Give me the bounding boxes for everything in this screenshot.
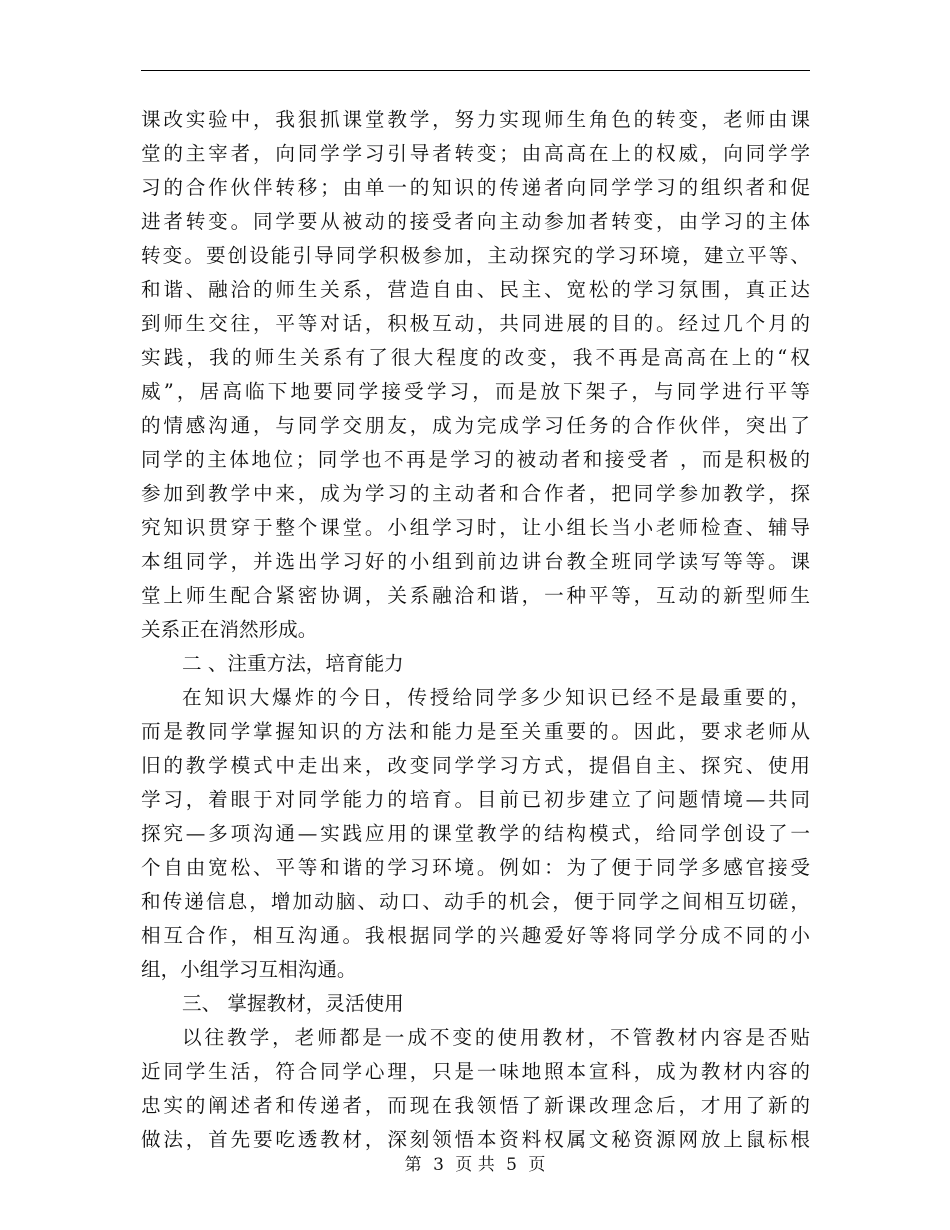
- text-line: 转变。要创设能引导同学积极参加，主动探究的学习环境，建立平等、: [141, 244, 810, 267]
- text-line: 组，小组学习互相沟通。: [141, 958, 357, 981]
- text-line: 忠实的阐述者和传递者，而现在我领悟了新课改理念后，才用了新的: [141, 1094, 810, 1117]
- text-line: 而是教同学掌握知识的方法和能力是至关重要的。因此，要求老师从: [141, 720, 810, 743]
- footer-suffix: 页: [528, 1155, 546, 1175]
- text-line: 个自由宽松、平等和谐的学习环境。例如：为了便于同学多感官接受: [141, 856, 810, 879]
- text-line: 进者转变。同学要从被动的接受者向主动参加者转变，由学习的主体: [141, 210, 810, 233]
- footer-total-pages: 5: [506, 1155, 517, 1175]
- text-line: 旧的教学模式中走出来，改变同学学习方式，提倡自主、探究、使用: [141, 754, 810, 777]
- text-line: 近同学生活，符合同学心理，只是一味地照本宣科，成为教材内容的: [141, 1060, 810, 1083]
- text-line: 学习，着眼于对同学能力的培育。目前已初步建立了问题情境—共同: [141, 788, 810, 811]
- text-line: 课改实验中，我狠抓课堂教学，努力实现师生角色的转变，老师由课: [141, 108, 810, 131]
- text-line: 和谐、融洽的师生关系，营造自由、民主、宽松的学习氛围，真正达: [141, 278, 810, 301]
- footer-prefix: 第: [404, 1155, 422, 1175]
- text-line: 以往教学，老师都是一成不变的使用教材，不管教材内容是否贴: [182, 1026, 810, 1049]
- footer-page-number: 3: [433, 1155, 444, 1175]
- footer-middle: 页 共: [455, 1155, 495, 1175]
- text-line: 习的合作伙伴转移；由单一的知识的传递者向同学学习的组织者和促: [141, 176, 810, 199]
- header-rule: [141, 70, 810, 71]
- text-line: 探究—多项沟通—实践应用的课堂教学的结构模式，给同学创设了一: [141, 822, 810, 845]
- text-line: 同学的主体地位；同学也不再是学习的被动者和接受者 ，而是积极的: [141, 448, 810, 471]
- text-line: 究知识贯穿于整个课堂。小组学习时，让小组长当小老师检查、辅导: [141, 516, 810, 539]
- text-line: 关系正在消然形成。: [141, 618, 318, 641]
- text-line: 相互合作，相互沟通。我根据同学的兴趣爱好等将同学分成不同的小: [141, 924, 810, 947]
- section-heading: 三、 掌握教材，灵活使用: [182, 992, 404, 1015]
- text-line: 本组同学，并选出学习好的小组到前边讲台教全班同学读写等等。课: [141, 550, 810, 573]
- text-line: 的情感沟通，与同学交朋友，成为完成学习任务的合作伙伴，突出了: [141, 414, 810, 437]
- text-line: 和传递信息，增加动脑、动口、动手的机会，便于同学之间相互切磋，: [141, 890, 810, 913]
- page-footer: [0, 1153, 950, 1177]
- text-line: 参加到教学中来，成为学习的主动者和合作者，把同学参加教学，探: [141, 482, 810, 505]
- text-line: 威”，居高临下地要同学接受学习，而是放下架子，与同学进行平等: [141, 380, 810, 403]
- text-line: 堂上师生配合紧密协调，关系融洽和谐，一种平等，互动的新型师生: [141, 584, 810, 607]
- document-body: [141, 103, 810, 1157]
- text-line: 堂的主宰者，向同学学习引导者转变；由高高在上的权威，向同学学: [141, 142, 810, 165]
- text-line: 在知识大爆炸的今日，传授给同学多少知识已经不是最重要的，: [182, 686, 810, 709]
- text-line: 实践，我的师生关系有了很大程度的改变，我不再是高高在上的“权: [141, 346, 810, 369]
- text-line: 做法，首先要吃透教材，深刻领悟本资料权属文秘资源网放上鼠标根: [141, 1128, 810, 1151]
- text-line: 到师生交往，平等对话，积极互动，共同进展的目的。经过几个月的: [141, 312, 810, 335]
- section-heading: 二 、注重方法，培育能力: [182, 652, 404, 675]
